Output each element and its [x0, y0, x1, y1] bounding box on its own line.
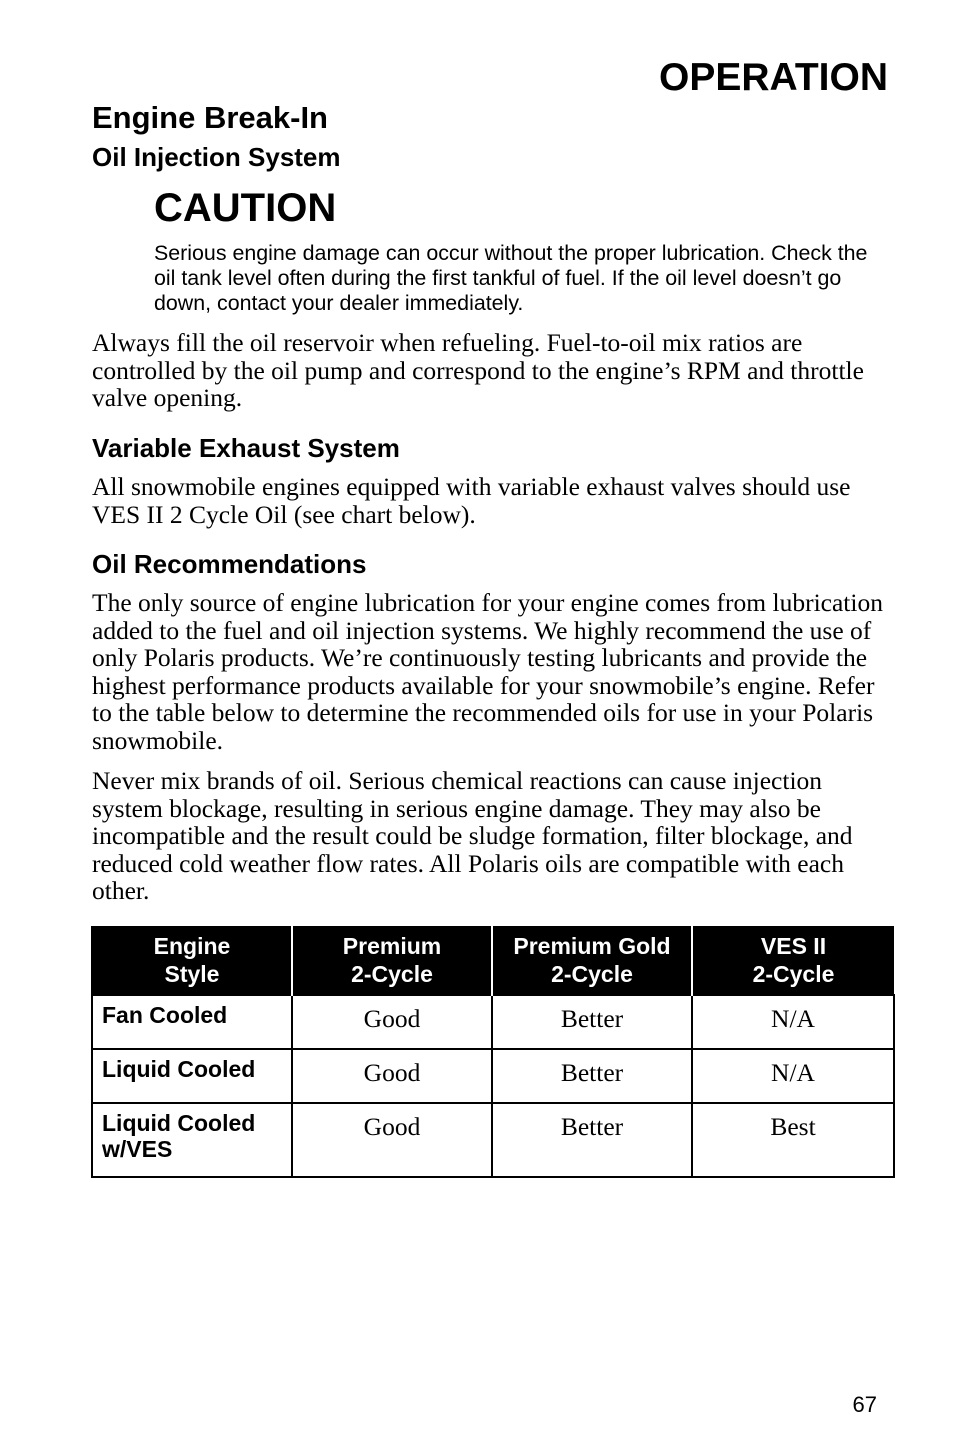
premium-gold-cell: Better — [492, 995, 692, 1049]
header-ves-ii: VES II 2-Cycle — [692, 926, 894, 995]
ves-ii-cell: N/A — [692, 995, 894, 1049]
oil-recommendation-table — [91, 926, 895, 1178]
header-engine-style: Engine Style — [92, 926, 292, 995]
heading-variable-exhaust-system: Variable Exhaust System — [92, 433, 400, 463]
engine-style-cell: Liquid Cooled w/VES — [92, 1103, 292, 1177]
premium-gold-cell: Better — [492, 1103, 692, 1177]
table-row — [92, 1103, 894, 1177]
paragraph-lubrication: The only source of engine lubrication for your engine comes from lubrication added to the fuel and oil injection systems. We highly recommend the use of only Polaris products. We’re continuously testing lubricants and provide the highest performance products available for your snowmobile’s engine. Refer to the table below to determine the recommended oils for use in your Polaris snowmobile. — [92, 588, 883, 755]
table-row — [92, 995, 894, 1049]
premium-gold-cell: Better — [492, 1049, 692, 1103]
caution-title: CAUTION — [154, 186, 337, 230]
table-header-row — [92, 926, 894, 995]
engine-style-cell: Fan Cooled — [92, 995, 292, 1049]
caution-text: Serious engine damage can occur without the proper lubrication. Check the oil tank level often during the first tankful of fuel. If the oil level doesn’t go down, contact your dealer immediately. — [154, 241, 868, 315]
premium-cell: Good — [292, 1103, 492, 1177]
heading-oil-injection-system: Oil Injection System — [92, 142, 341, 172]
header-premium-gold: Premium Gold 2-Cycle — [492, 926, 692, 995]
table-row — [92, 1049, 894, 1103]
engine-style-cell: Liquid Cooled — [92, 1049, 292, 1103]
premium-cell: Good — [292, 995, 492, 1049]
section-title: OPERATION — [659, 56, 888, 99]
paragraph-refuel: Always fill the oil reservoir when refueling. Fuel-to-oil mix ratios are controlled by the oil pump and correspond to the engine’s RPM and throttle valve opening. — [92, 328, 864, 413]
header-premium: Premium 2-Cycle — [292, 926, 492, 995]
ves-ii-cell: Best — [692, 1103, 894, 1177]
paragraph-never-mix: Never mix brands of oil. Serious chemical reactions can cause injection system blockage, resulting in serious engine damage. They may also be incompatible and the result could be sludge formation, filter blockage, and reduced cold weather flow rates. All Polaris oils are compatible with each other. — [92, 766, 853, 906]
heading-oil-recommendations: Oil Recommendations — [92, 549, 367, 579]
page-number: 67 — [852, 1392, 877, 1417]
paragraph-ves: All snowmobile engines equipped with variable exhaust valves should use VES II 2 Cycle Oil (see chart below). — [92, 472, 851, 529]
heading-engine-break-in: Engine Break-In — [92, 100, 328, 135]
premium-cell: Good — [292, 1049, 492, 1103]
ves-ii-cell: N/A — [692, 1049, 894, 1103]
